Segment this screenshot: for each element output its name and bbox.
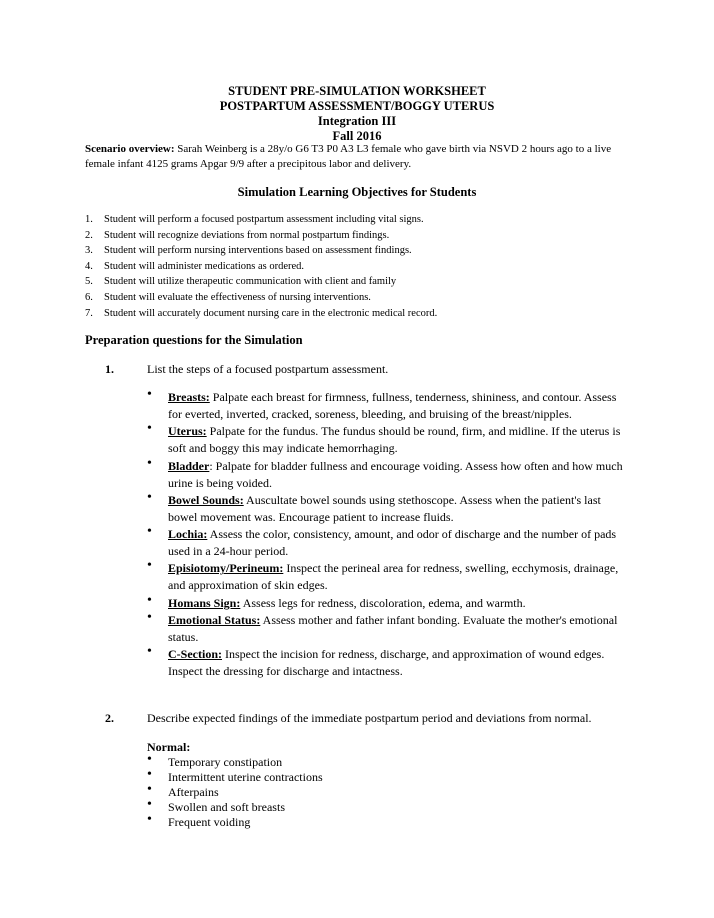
step-label: Breasts: [168,390,210,404]
normal-finding [147,767,323,785]
objective-text: Student will perform nursing interventions based on assessment findings. [104,245,412,257]
question-text: Describe expected findings of the immediate postpartum period and deviations from normal. [147,711,592,725]
objective-number: 6. [85,291,93,303]
scenario-label: Scenario overview: [85,143,175,155]
objective-text: Student will perform a focused postpartum assessment including vital signs. [104,214,424,225]
step-text: Inspect the incision for redness, discharge, and approximation of wound edges. Inspect the dressing for discharge and intactness. [168,647,605,679]
assessment-step [147,592,627,612]
objective-number: 7. [85,307,93,319]
assessment-step [147,560,627,594]
step-text: Palpate for the fundus. The fundus should be round, firm, and midline. If the uterus is soft and boggy this may indicate hemorrhaging. [168,424,621,456]
course-name: Integration III [317,114,397,128]
objective-item [85,290,437,306]
objective-number: 1. [85,214,93,225]
objective-number: 3. [85,245,93,257]
step-label: Uterus: [168,424,207,439]
bullet-icon: • [147,782,152,797]
question-number: 1. [105,362,114,376]
bullet-icon: • [147,752,152,767]
document-title-block [0,84,714,144]
objective-item [85,228,437,244]
bullet-icon: • [147,524,152,540]
objective-number: 4. [85,260,93,272]
question-number: 2. [105,711,114,725]
step-text: Assess mother and father infant bonding. Evaluate the mother's emotional status. [168,613,618,645]
finding-text: Temporary constipation [168,755,283,769]
step-text: Palpate each breast for firmness, fullness, tenderness, shininess, and contour. Assess for everted, inverted, cracked, soreness, bleeding, and bruising of the breast/nipples. [168,390,617,421]
step-text: Assess the color, consistency, amount, and odor of discharge and the number of pads used in a 24-hour period. [168,527,617,559]
assessment-step [147,526,627,560]
objectives-list [85,212,437,321]
finding-text: Afterpains [168,785,219,799]
step-label: Bladder [168,458,210,473]
step-label: Homans Sign: [168,595,241,610]
step-label: Lochia: [168,527,208,542]
objective-item [85,274,437,290]
step-text: Inspect the perineal area for redness, swelling, ecchymosis, drainage, and approximation of skin edges. [168,561,619,593]
objective-number: 5. [85,276,93,288]
finding-text: Intermittent uterine contractions [168,770,323,784]
normal-finding [147,782,323,800]
assessment-step [147,646,627,680]
bullet-icon: • [147,644,152,660]
objective-item [85,259,437,275]
document-title: STUDENT PRE-SIMULATION WORKSHEET [228,84,486,98]
bullet-icon: • [147,767,152,782]
assessment-step [147,489,627,526]
normal-finding [147,797,323,815]
preparation-heading: Preparation questions for the Simulation [85,333,303,347]
step-label: Emotional Status: [168,613,261,628]
document-subtitle: POSTPARTUM ASSESSMENT/BOGGY UTERUS [219,99,495,113]
objective-text: Student will utilize therapeutic communication with client and family [104,276,397,288]
step-text: Assess legs for redness, discoloration, edema, and warmth. [240,595,526,610]
bullet-icon: • [147,592,152,608]
assessment-step [147,455,627,492]
objective-item [85,306,437,322]
assessment-step [147,612,627,646]
bullet-icon: • [147,489,152,505]
finding-text: Frequent voiding [168,815,251,829]
normal-finding [147,812,323,830]
bullet-icon: • [147,558,152,574]
scenario-text: Sarah Weinberg is a 28y/o G6 T3 P0 A3 L3 female who gave birth via NSVD 2 hours ago to a live female infant 4125 grams Apgar 9/9 after a precipitous labor and delivery. [85,143,612,170]
bullet-icon: • [147,797,152,812]
bullet-icon: • [147,421,152,437]
scenario-overview [85,142,630,172]
bullet-icon: • [147,812,152,827]
objective-text: Student will administer medications as ordered. [104,260,305,272]
objective-item [85,243,437,259]
normal-finding [147,752,323,770]
objective-text: Student will recognize deviations from normal postpartum findings. [104,229,390,241]
step-label: C-Section: [168,647,222,662]
bullet-icon: • [147,455,152,471]
step-text: : Palpate for bladder fullness and encourage voiding. Assess how often and how much urine is being voided. [168,458,623,490]
finding-text: Swollen and soft breasts [168,800,285,814]
bullet-icon: • [147,387,152,402]
step-label: Bowel Sounds: [168,492,244,507]
objective-number: 2. [85,229,93,241]
step-text: Auscultate bowel sounds using stethoscope. Assess when the patient's last bowel movement was. Encourage patient to increase fluids. [168,492,601,524]
assessment-step [147,423,627,457]
step-label: Episiotomy/Perineum: [168,561,284,576]
objective-item [85,212,437,228]
normal-findings-heading: Normal: [147,740,191,754]
normal-findings-list [147,752,323,830]
term: Fall 2016 [332,129,382,143]
assessment-steps-list [147,389,627,681]
question-text: List the steps of a focused postpartum assessment. [147,362,389,376]
objective-text: Student will evaluate the effectiveness of nursing interventions. [104,291,371,303]
objectives-heading: Simulation Learning Objectives for Students [237,185,477,199]
assessment-step [147,389,627,423]
objective-text: Student will accurately document nursing care in the electronic medical record. [104,307,438,319]
bullet-icon: • [147,610,152,626]
